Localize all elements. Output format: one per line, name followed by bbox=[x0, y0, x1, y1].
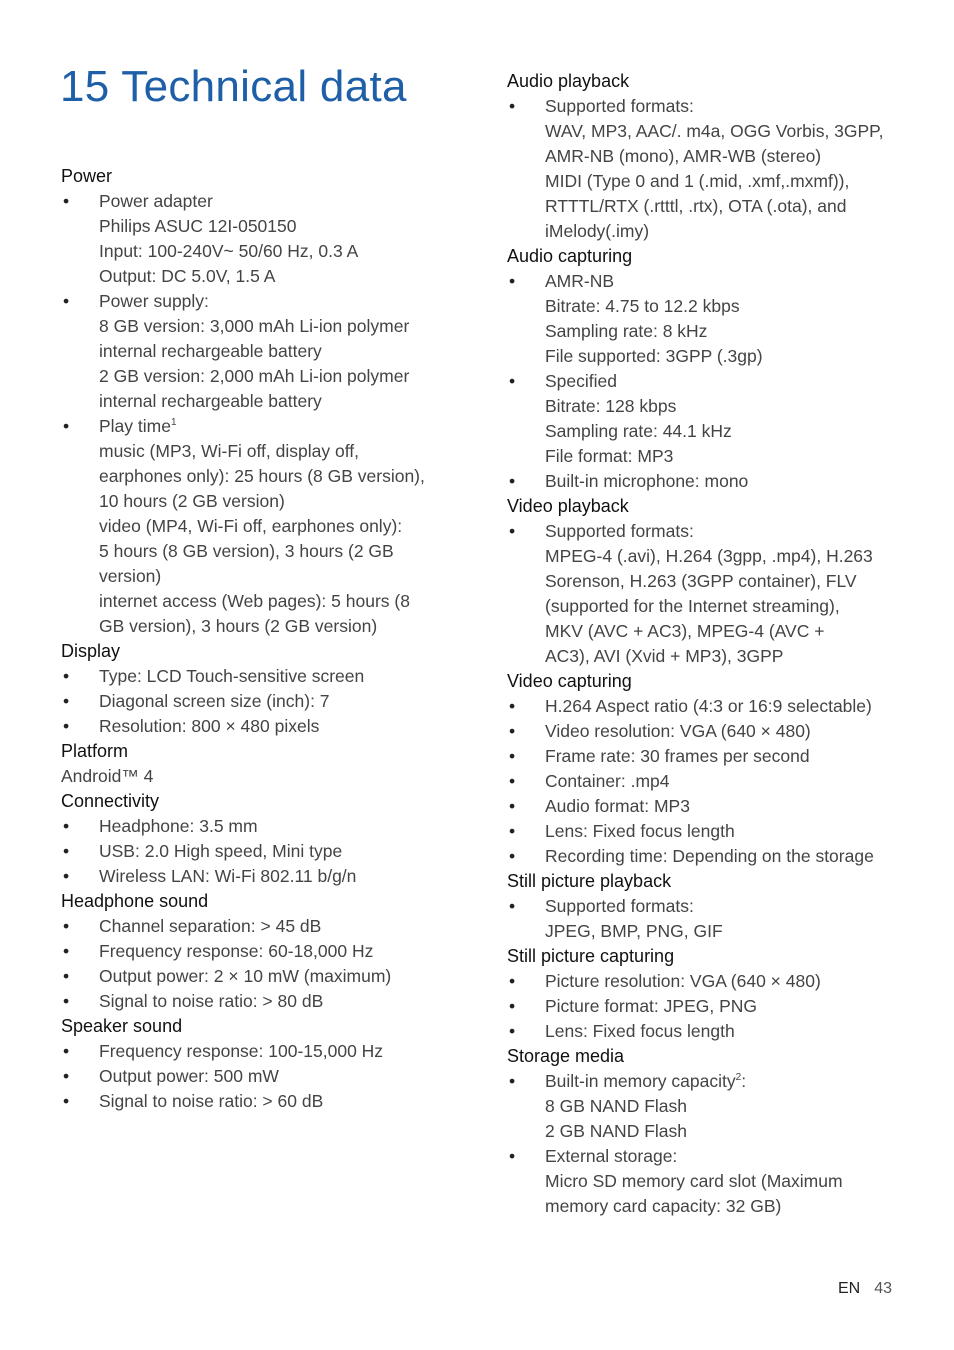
spec-line bbox=[545, 219, 917, 244]
spec-line-text: File supported: 3GPP (.3gp) bbox=[545, 346, 763, 366]
spec-line-text: Output power: 500 mW bbox=[99, 1066, 279, 1086]
section-heading-connectivity: Connectivity bbox=[61, 791, 160, 811]
spec-line bbox=[545, 194, 917, 219]
spec-line-text: Headphone: 3.5 mm bbox=[99, 816, 258, 836]
spec-line-text: AMR-NB (mono), AMR-WB (stereo) bbox=[545, 146, 822, 166]
spec-line-text: Signal to noise ratio: > 80 dB bbox=[99, 991, 324, 1011]
bullet-icon: • bbox=[509, 696, 516, 716]
bullet-icon: • bbox=[63, 666, 70, 686]
spec-line bbox=[99, 564, 461, 589]
spec-line bbox=[545, 619, 917, 644]
spec-item bbox=[507, 894, 917, 944]
bullet-icon: • bbox=[509, 1021, 516, 1041]
spec-line-text: Supported formats: bbox=[545, 521, 694, 541]
bullet-icon: • bbox=[63, 941, 70, 961]
bullet-icon: • bbox=[509, 371, 516, 391]
spec-line-text: H.264 Aspect ratio (4:3 or 16:9 selectable) bbox=[545, 696, 872, 716]
spec-line-text: 8 GB version: 3,000 mAh Li-ion polymer bbox=[99, 316, 410, 336]
footnote-marker: 1 bbox=[170, 417, 177, 429]
spec-line bbox=[545, 144, 917, 169]
spec-line-text: GB version), 3 hours (2 GB version) bbox=[99, 616, 378, 636]
spec-line bbox=[545, 294, 917, 319]
spec-item bbox=[61, 1039, 461, 1064]
spec-line bbox=[545, 519, 917, 544]
spec-line-text: Frequency response: 100-15,000 Hz bbox=[99, 1041, 384, 1061]
spec-line bbox=[545, 1194, 917, 1219]
spec-line bbox=[99, 589, 461, 614]
bullet-icon: • bbox=[509, 1071, 516, 1091]
spec-line-text: Power adapter bbox=[99, 191, 213, 211]
spec-item bbox=[507, 719, 917, 744]
spec-line bbox=[545, 894, 917, 919]
spec-line-text: Audio format: MP3 bbox=[545, 796, 690, 816]
spec-line-text: 5 hours (8 GB version), 3 hours (2 GB bbox=[99, 541, 394, 561]
bullet-icon: • bbox=[509, 96, 516, 116]
spec-line bbox=[99, 539, 461, 564]
spec-line-text: Lens: Fixed focus length bbox=[545, 821, 735, 841]
spec-line bbox=[99, 939, 461, 964]
spec-item bbox=[61, 664, 461, 689]
spec-line bbox=[545, 344, 917, 369]
spec-item bbox=[507, 519, 917, 669]
spec-line bbox=[545, 269, 917, 294]
spec-line bbox=[99, 189, 461, 214]
spec-item bbox=[61, 939, 461, 964]
spec-line-text: Type: LCD Touch-sensitive screen bbox=[99, 666, 365, 686]
spec-line bbox=[545, 1169, 917, 1194]
section-heading-headphone-sound: Headphone sound bbox=[61, 891, 209, 911]
spec-line-text: Recording time: Depending on the storage bbox=[545, 846, 874, 866]
spec-line-text: Signal to noise ratio: > 60 dB bbox=[99, 1091, 324, 1111]
spec-line-text: Built-in memory capacity bbox=[545, 1071, 736, 1091]
bullet-icon: • bbox=[509, 746, 516, 766]
spec-line-text: Input: 100-240V~ 50/60 Hz, 0.3 A bbox=[99, 241, 359, 261]
bullet-icon: • bbox=[509, 521, 516, 541]
spec-line bbox=[99, 439, 461, 464]
spec-line-text: RTTTL/RTX (.rtttl, .rtx), OTA (.ota), and bbox=[545, 196, 847, 216]
bullet-icon: • bbox=[63, 1066, 70, 1086]
spec-line-text: Wireless LAN: Wi-Fi 802.11 b/g/n bbox=[99, 866, 357, 886]
section-heading-display: Display bbox=[61, 641, 121, 661]
spec-line-text: Play time bbox=[99, 416, 171, 436]
spec-item bbox=[61, 414, 461, 639]
spec-line-text: 2 GB version: 2,000 mAh Li-ion polymer bbox=[99, 366, 410, 386]
spec-item bbox=[507, 469, 917, 494]
bullet-icon: • bbox=[509, 471, 516, 491]
spec-line-text: Sampling rate: 8 kHz bbox=[545, 321, 708, 341]
bullet-icon: • bbox=[509, 796, 516, 816]
spec-line bbox=[99, 914, 461, 939]
section-heading-still-picture-playback: Still picture playback bbox=[507, 871, 672, 891]
spec-line bbox=[545, 644, 917, 669]
spec-item bbox=[61, 289, 461, 414]
spec-item bbox=[61, 189, 461, 289]
spec-item bbox=[61, 964, 461, 989]
spec-line-text: Container: .mp4 bbox=[545, 771, 670, 791]
spec-line-text: Diagonal screen size (inch): 7 bbox=[99, 691, 330, 711]
spec-line-text: File format: MP3 bbox=[545, 446, 674, 466]
spec-line-text: MKV (AVC + AC3), MPEG-4 (AVC + bbox=[545, 621, 825, 641]
right-column bbox=[507, 69, 917, 1219]
spec-item bbox=[61, 689, 461, 714]
spec-line bbox=[545, 94, 917, 119]
spec-item bbox=[507, 819, 917, 844]
spec-line bbox=[99, 814, 461, 839]
spec-line-text: Sampling rate: 44.1 kHz bbox=[545, 421, 732, 441]
spec-line-text: Built-in microphone: mono bbox=[545, 471, 749, 491]
page-footer bbox=[838, 1280, 892, 1298]
page-number: 43 bbox=[874, 1280, 892, 1297]
spec-line bbox=[99, 339, 461, 364]
spec-line bbox=[545, 569, 917, 594]
spec-line-text: Supported formats: bbox=[545, 896, 694, 916]
spec-line bbox=[99, 839, 461, 864]
spec-line bbox=[545, 419, 917, 444]
spec-line bbox=[99, 989, 461, 1014]
bullet-icon: • bbox=[63, 1041, 70, 1061]
spec-item bbox=[507, 844, 917, 869]
spec-item bbox=[507, 769, 917, 794]
spec-item bbox=[507, 694, 917, 719]
spec-line-text: Supported formats: bbox=[545, 96, 694, 116]
spec-line bbox=[545, 819, 917, 844]
spec-line-text: Philips ASUC 12I-050150 bbox=[99, 216, 297, 236]
spec-line bbox=[99, 314, 461, 339]
spec-item bbox=[507, 369, 917, 469]
spec-line bbox=[99, 964, 461, 989]
spec-line bbox=[545, 469, 917, 494]
bullet-icon: • bbox=[509, 846, 516, 866]
section-heading-video-capturing: Video capturing bbox=[507, 671, 632, 691]
spec-line-text: earphones only): 25 hours (8 GB version), bbox=[99, 466, 425, 486]
spec-item bbox=[61, 1089, 461, 1114]
bullet-icon: • bbox=[509, 996, 516, 1016]
bullet-icon: • bbox=[63, 841, 70, 861]
spec-line bbox=[99, 614, 461, 639]
section-heading-power: Power bbox=[61, 166, 113, 186]
spec-line bbox=[99, 264, 461, 289]
bullet-icon: • bbox=[63, 866, 70, 886]
spec-line-text: AMR-NB bbox=[545, 271, 615, 291]
spec-line-text: (supported for the Internet streaming), bbox=[545, 596, 840, 616]
spec-item bbox=[61, 1064, 461, 1089]
spec-line-text: Frequency response: 60-18,000 Hz bbox=[99, 941, 374, 961]
bullet-icon: • bbox=[63, 816, 70, 836]
spec-line bbox=[99, 214, 461, 239]
spec-line-text: 10 hours (2 GB version) bbox=[99, 491, 285, 511]
spec-line bbox=[99, 464, 461, 489]
spec-line bbox=[99, 514, 461, 539]
spec-item bbox=[61, 714, 461, 739]
section-heading-platform: Platform bbox=[61, 741, 129, 761]
spec-line bbox=[545, 594, 917, 619]
spec-line-text: Frame rate: 30 frames per second bbox=[545, 746, 810, 766]
spec-item bbox=[507, 994, 917, 1019]
spec-line bbox=[99, 1089, 461, 1114]
spec-line bbox=[545, 394, 917, 419]
spec-line bbox=[545, 694, 917, 719]
spec-line-text: music (MP3, Wi-Fi off, display off, bbox=[99, 441, 359, 461]
spec-item bbox=[507, 94, 917, 244]
spec-line bbox=[99, 664, 461, 689]
page-title: 15 Technical data bbox=[60, 62, 407, 111]
spec-line bbox=[545, 1119, 917, 1144]
spec-line-text: Channel separation: > 45 dB bbox=[99, 916, 322, 936]
spec-line bbox=[99, 714, 461, 739]
spec-line-text: AC3), AVI (Xvid + MP3), 3GPP bbox=[545, 646, 784, 666]
spec-line bbox=[99, 389, 461, 414]
spec-line bbox=[545, 744, 917, 769]
spec-line-text: iMelody(.imy) bbox=[545, 221, 650, 241]
spec-item bbox=[507, 969, 917, 994]
spec-line-text: Output power: 2 × 10 mW (maximum) bbox=[99, 966, 392, 986]
spec-line-text: Specified bbox=[545, 371, 617, 391]
spec-line bbox=[545, 169, 917, 194]
spec-line bbox=[99, 239, 461, 264]
spec-line-text: internal rechargeable battery bbox=[99, 391, 322, 411]
line-suffix: : bbox=[741, 1071, 747, 1091]
spec-line bbox=[99, 289, 461, 314]
spec-line-text: 2 GB NAND Flash bbox=[545, 1121, 687, 1141]
spec-item bbox=[507, 1144, 917, 1219]
bullet-icon: • bbox=[509, 271, 516, 291]
spec-line-text: Output: DC 5.0V, 1.5 A bbox=[99, 266, 276, 286]
footnote-marker: 2 bbox=[735, 1072, 742, 1084]
spec-line bbox=[99, 489, 461, 514]
spec-line bbox=[545, 719, 917, 744]
spec-line bbox=[99, 1039, 461, 1064]
spec-line-text: Lens: Fixed focus length bbox=[545, 1021, 735, 1041]
spec-line-text: External storage: bbox=[545, 1146, 678, 1166]
section-heading-still-picture-capturing: Still picture capturing bbox=[507, 946, 675, 966]
spec-line-text: Sorenson, H.263 (3GPP container), FLV bbox=[545, 571, 857, 591]
bullet-icon: • bbox=[509, 1146, 516, 1166]
spec-line-text: WAV, MP3, AAC/. m4a, OGG Vorbis, 3GPP, bbox=[545, 121, 884, 141]
spec-line bbox=[99, 414, 461, 439]
bullet-icon: • bbox=[63, 1091, 70, 1111]
spec-item bbox=[61, 914, 461, 939]
bullet-icon: • bbox=[509, 771, 516, 791]
spec-line-text: video (MP4, Wi-Fi off, earphones only): bbox=[99, 516, 403, 536]
spec-line bbox=[99, 689, 461, 714]
spec-line bbox=[545, 919, 917, 944]
spec-item bbox=[507, 1069, 917, 1144]
bullet-icon: • bbox=[63, 991, 70, 1011]
bullet-icon: • bbox=[63, 291, 70, 311]
spec-line-text: Power supply: bbox=[99, 291, 209, 311]
bullet-icon: • bbox=[509, 821, 516, 841]
spec-item bbox=[507, 269, 917, 369]
spec-line-text: Bitrate: 4.75 to 12.2 kbps bbox=[545, 296, 740, 316]
spec-line-text: 8 GB NAND Flash bbox=[545, 1096, 687, 1116]
bullet-icon: • bbox=[63, 691, 70, 711]
spec-line bbox=[545, 1144, 917, 1169]
spec-item bbox=[61, 864, 461, 889]
spec-line-text: internet access (Web pages): 5 hours (8 bbox=[99, 591, 410, 611]
spec-line-text: version) bbox=[99, 566, 162, 586]
section-heading-audio-capturing: Audio capturing bbox=[507, 246, 633, 266]
spec-line bbox=[545, 444, 917, 469]
bullet-icon: • bbox=[63, 716, 70, 736]
left-column bbox=[61, 164, 461, 1114]
spec-item bbox=[507, 794, 917, 819]
bullet-icon: • bbox=[63, 416, 70, 436]
spec-line bbox=[99, 364, 461, 389]
spec-line bbox=[545, 994, 917, 1019]
spec-line bbox=[545, 844, 917, 869]
bullet-icon: • bbox=[63, 966, 70, 986]
section-text: Android™ 4 bbox=[61, 766, 154, 786]
spec-line-text: Video resolution: VGA (640 × 480) bbox=[545, 721, 811, 741]
spec-line-text: Bitrate: 128 kbps bbox=[545, 396, 677, 416]
spec-line bbox=[545, 119, 917, 144]
spec-line bbox=[545, 544, 917, 569]
spec-line bbox=[545, 1094, 917, 1119]
spec-line-text: Picture resolution: VGA (640 × 480) bbox=[545, 971, 821, 991]
spec-line bbox=[545, 319, 917, 344]
spec-line-text: Picture format: JPEG, PNG bbox=[545, 996, 757, 1016]
spec-line bbox=[545, 769, 917, 794]
spec-line bbox=[99, 864, 461, 889]
section-heading-storage-media: Storage media bbox=[507, 1046, 625, 1066]
spec-line bbox=[99, 1064, 461, 1089]
spec-item bbox=[61, 814, 461, 839]
spec-line bbox=[545, 1019, 917, 1044]
bullet-icon: • bbox=[63, 191, 70, 211]
spec-item bbox=[61, 989, 461, 1014]
spec-line-text: memory card capacity: 32 GB) bbox=[545, 1196, 782, 1216]
section-heading-video-playback: Video playback bbox=[507, 496, 629, 516]
section-heading-audio-playback: Audio playback bbox=[507, 71, 630, 91]
bullet-icon: • bbox=[509, 971, 516, 991]
spec-line bbox=[545, 369, 917, 394]
spec-line-text: USB: 2.0 High speed, Mini type bbox=[99, 841, 343, 861]
spec-line bbox=[545, 969, 917, 994]
bullet-icon: • bbox=[509, 896, 516, 916]
spec-line-text: Resolution: 800 × 480 pixels bbox=[99, 716, 320, 736]
spec-line bbox=[545, 794, 917, 819]
footer-language: EN bbox=[837, 1280, 861, 1297]
bullet-icon: • bbox=[63, 916, 70, 936]
spec-line-text: MPEG-4 (.avi), H.264 (3gpp, .mp4), H.263 bbox=[545, 546, 873, 566]
spec-line-text: JPEG, BMP, PNG, GIF bbox=[545, 921, 723, 941]
spec-line-text: Micro SD memory card slot (Maximum bbox=[545, 1171, 843, 1191]
spec-line-text: MIDI (Type 0 and 1 (.mid, .xmf,.mxmf)), bbox=[545, 171, 850, 191]
section-heading-speaker-sound: Speaker sound bbox=[61, 1016, 183, 1036]
spec-item bbox=[507, 744, 917, 769]
spec-item bbox=[61, 839, 461, 864]
spec-line-text: internal rechargeable battery bbox=[99, 341, 322, 361]
spec-line bbox=[545, 1069, 917, 1094]
bullet-icon: • bbox=[509, 721, 516, 741]
spec-item bbox=[507, 1019, 917, 1044]
